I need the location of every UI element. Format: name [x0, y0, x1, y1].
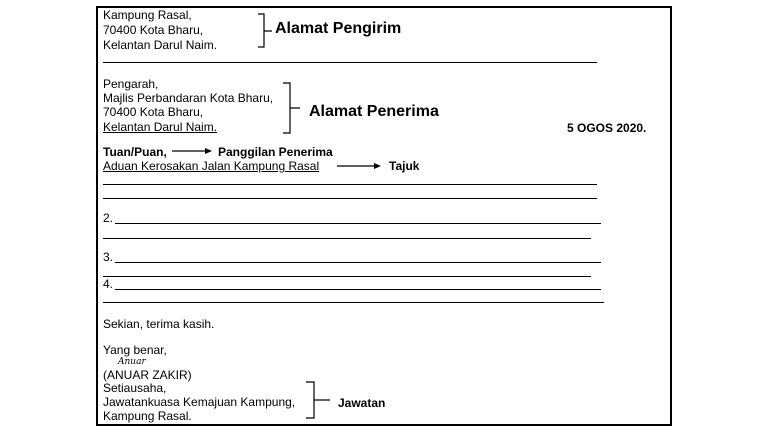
position-line: Kampung Rasal.	[103, 409, 192, 423]
handwritten-signature: Anuar	[118, 357, 146, 367]
subject-label: Tajuk	[389, 159, 420, 173]
subject-title: Aduan Kerosakan Jalan Kampung Rasal	[103, 159, 320, 173]
recipient-label: Alamat Penerima	[309, 103, 439, 120]
brace-icon	[283, 83, 300, 133]
arrowhead-icon	[205, 148, 212, 154]
signoff-text: Yang benar,	[103, 343, 167, 357]
recipient-line: Pengarah,	[103, 77, 159, 91]
sender-label: Alamat Pengirim	[275, 20, 402, 37]
salutation: Tuan/Puan,	[103, 145, 167, 159]
signer-name: (ANUAR ZAKIR)	[103, 368, 192, 382]
brace-icon	[258, 14, 272, 47]
sender-line: Kampung Rasal,	[103, 8, 192, 22]
brace-icon	[306, 382, 330, 418]
arrowhead-icon	[374, 163, 381, 169]
sender-line: Kelantan Darul Naim.	[103, 38, 218, 52]
recipient-line: Kelantan Darul Naim.	[103, 120, 218, 134]
letter-date: 5 OGOS 2020.	[567, 121, 647, 135]
paragraph-number: 4.	[103, 277, 114, 291]
recipient-line: Majlis Perbandaran Kota Bharu,	[103, 91, 274, 105]
recipient-line: 70400 Kota Bharu,	[103, 105, 204, 119]
sender-line: 70400 Kota Bharu,	[103, 23, 204, 37]
closing-text: Sekian, terima kasih.	[103, 317, 215, 331]
salutation-label: Panggilan Penerima	[218, 145, 333, 159]
position-line: Setiausaha,	[103, 381, 167, 395]
position-label: Jawatan	[338, 396, 386, 410]
paragraph-number: 3.	[103, 250, 114, 264]
paragraph-number: 2.	[103, 211, 114, 225]
position-line: Jawatankuasa Kemajuan Kampung,	[103, 395, 296, 409]
